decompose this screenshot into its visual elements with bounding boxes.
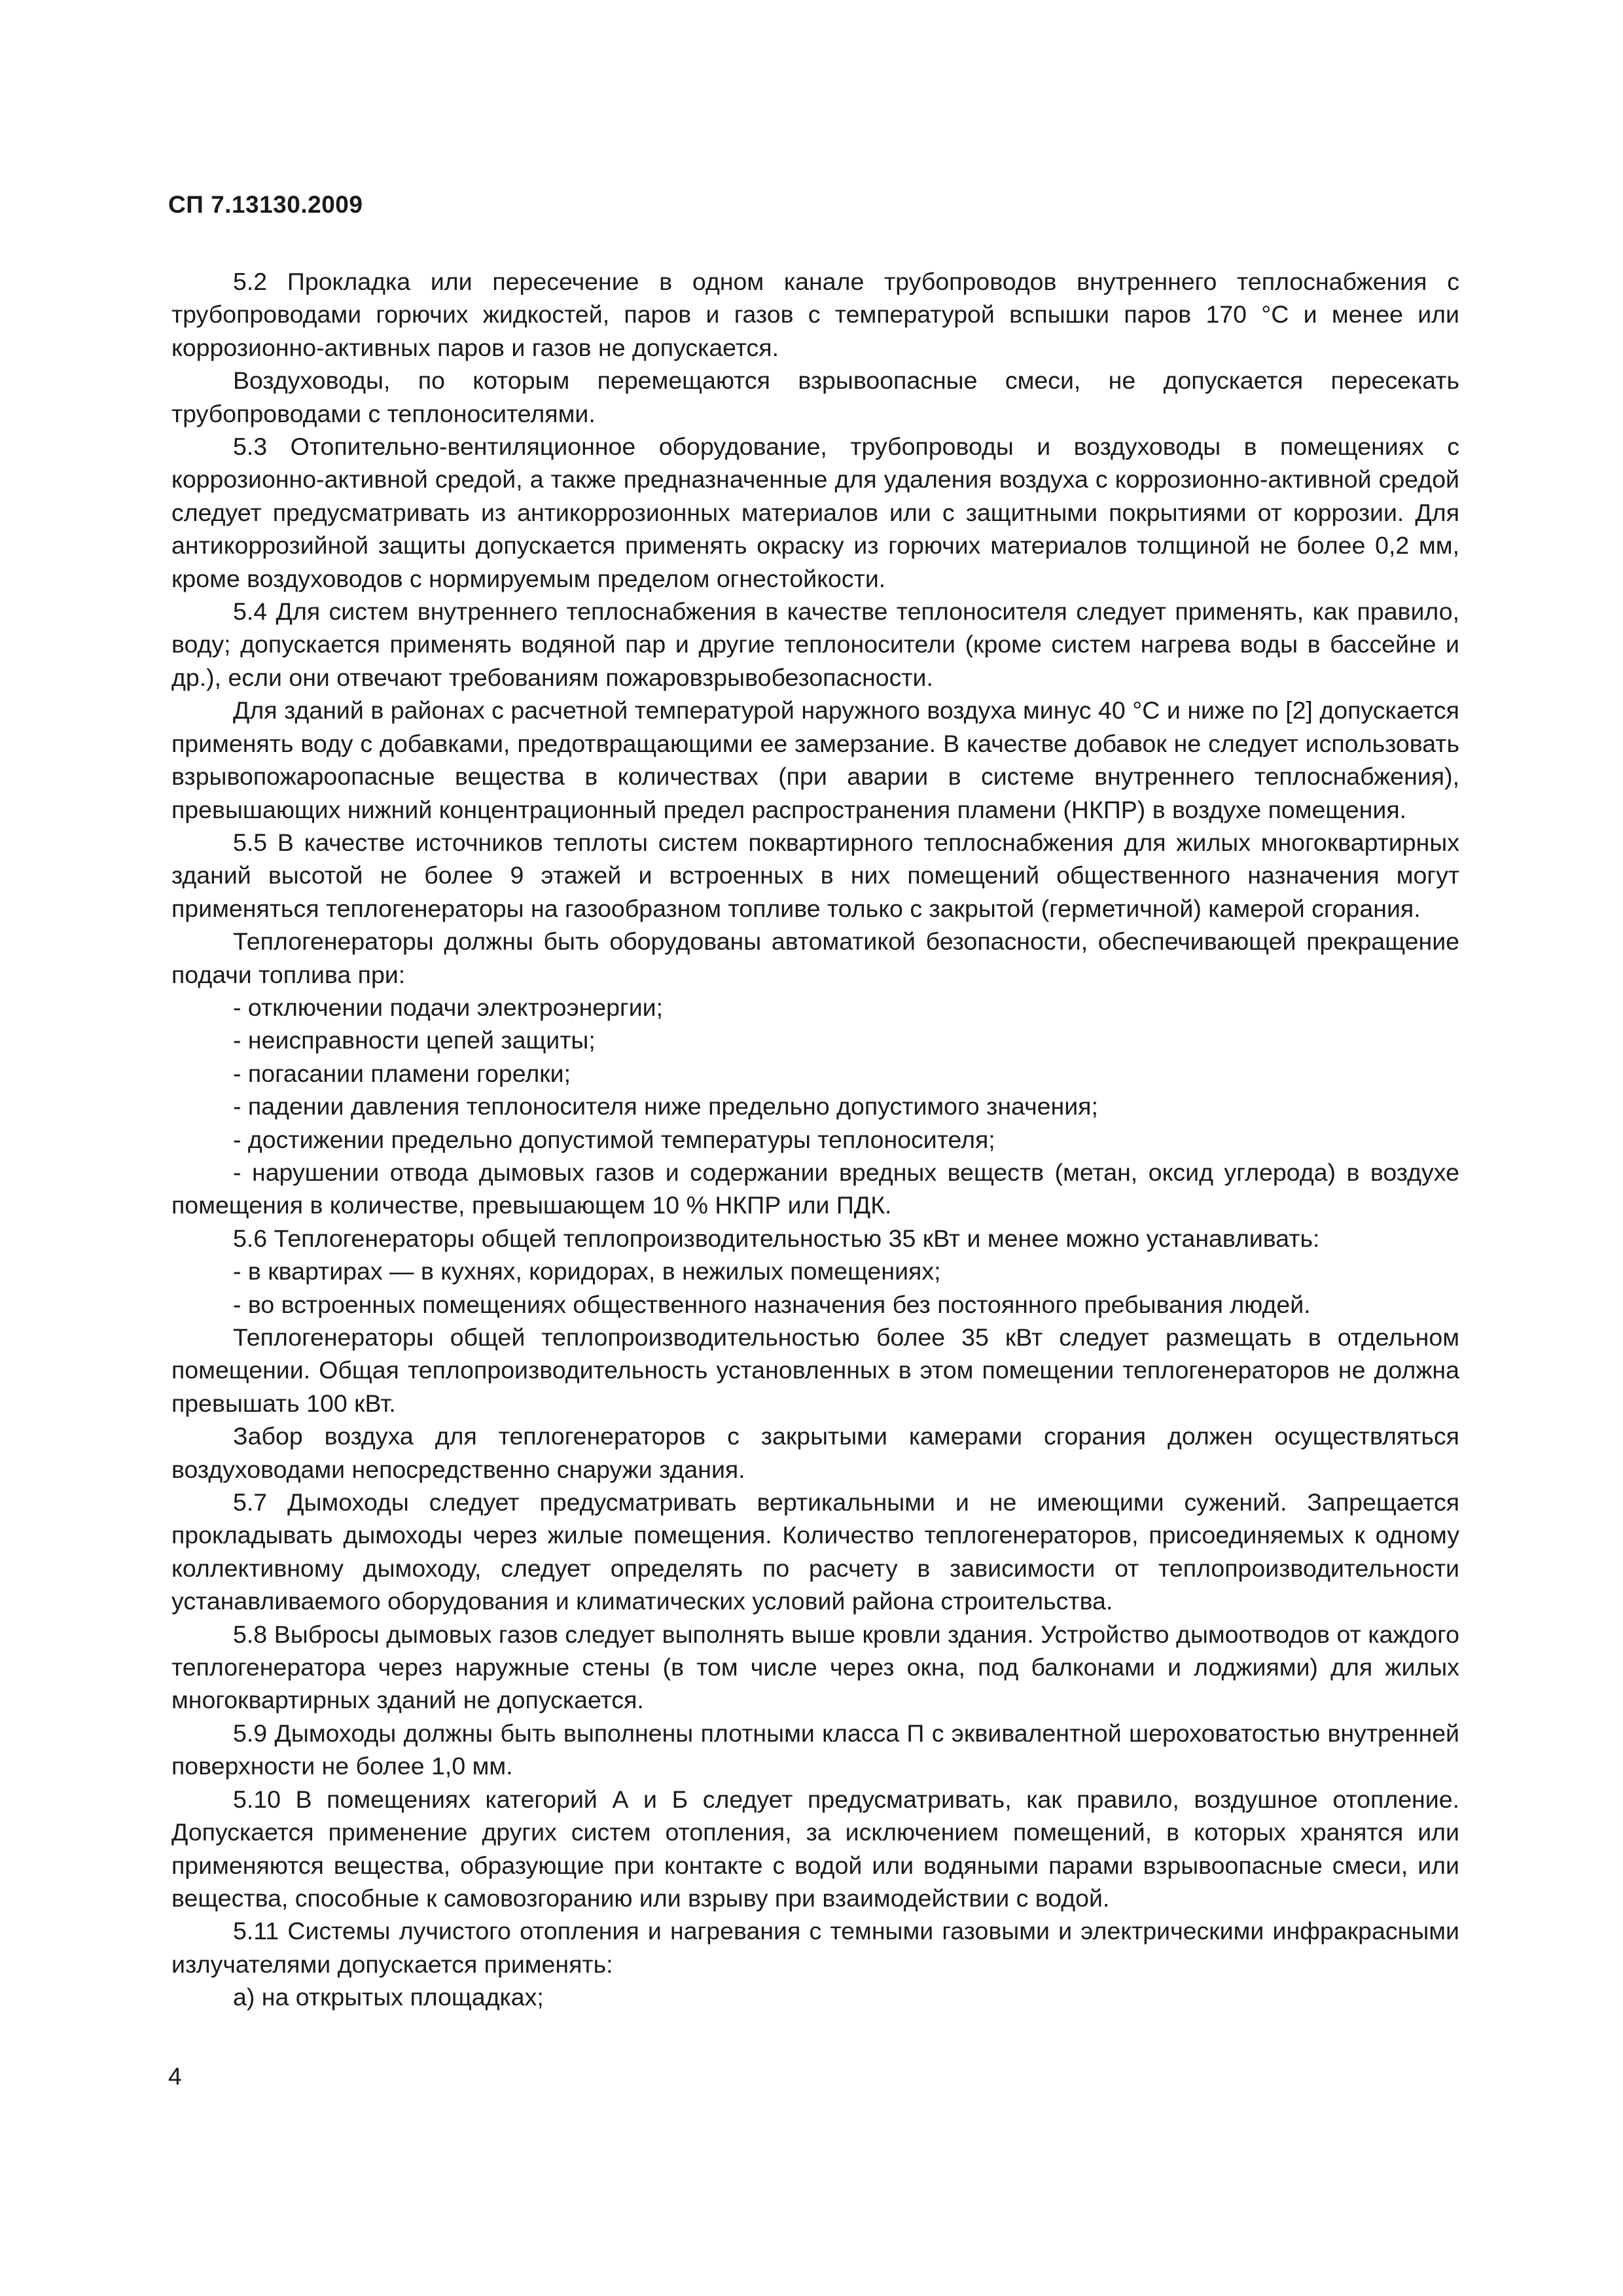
document-body [171,265,1459,2014]
paragraph-5-8: 5.8 Выбросы дымовых газов следует выполнять выше кровли здания. Устройство дымоотводов от каждого теплогенератора через наружные стены (в том числе через окна, под балконами и лоджиями) для жилых многоквартирных зданий не допускается. [171,1620,1459,1714]
paragraph-buildings-minus-40: Для зданий в районах с расчетной температурой наружного воздуха минус 40 °С и ниже по [2] допускается применять воду с добавками, предотвращающими ее замерзание. В качестве добавок не следует использовать взрывопожароопасные вещества в количествах (при аварии в системе внутреннего теплоснабжения), превышающих нижний концентрационный предел распространения пламени (НКПР) в воздухе помещения. [171,696,1459,823]
list-item: - в квартирах — в кухнях, коридорах, в нежилых помещениях; [233,1257,941,1285]
list-item: - во встроенных помещениях общественного назначения без постоянного пребывания людей. [233,1290,1311,1318]
list-item: - нарушении отвода дымовых газов и содержании вредных веществ (метан, оксид углерода) в воздухе помещения в количестве, превышающем 10 % НКПР или ПДК. [171,1158,1459,1219]
paragraph-5-5: 5.5 В качестве источников теплоты систем поквартирного теплоснабжения для жилых многоквартирных зданий высотой не более 9 этажей и встроенных в них помещений общественного назначения могут применяться теплогенераторы на газообразном топливе только с закрытой (герметичной) камерой сгорания. [171,828,1459,922]
list-item: а) на открытых площадках; [233,1983,544,2011]
paragraph-airducts: Воздуховоды, по которым перемещаются взрывоопасные смеси, не допускается пересекать трубопроводами с теплоносителями. [171,367,1459,427]
paragraph-5-11: 5.11 Системы лучистого отопления и нагревания с темными газовыми и электрическими инфракрасными излучателями допускается применять: [171,1917,1459,1978]
document-header: СП 7.13130.2009 [168,191,363,218]
list-item: - достижении предельно допустимой температуры теплоносителя; [233,1125,995,1153]
paragraph-5-6: 5.6 Теплогенераторы общей теплопроизводительностью 35 кВт и менее можно устанавливать: [233,1224,1320,1252]
paragraph-safety-automation: Теплогенераторы должны быть оборудованы автоматикой безопасности, обеспечивающей прекращение подачи топлива при: [171,927,1459,988]
list-item: - отключении подачи электроэнергии; [233,993,664,1021]
paragraph-5-10: 5.10 В помещениях категорий А и Б следует предусматривать, как правило, воздушное отопление. Допускается применение других систем отопления, за исключением помещений, в которых хранятся или применяются вещества, образующие при контакте с водой или водяными парами взрывоопасные смеси, или вещества, способные к самовозгоранию или взрыву при взаимодействии с водой. [171,1785,1459,1912]
paragraph-over-35kw: Теплогенераторы общей теплопроизводительностью более 35 кВт следует размещать в отдельном помещении. Общая теплопроизводительность установленных в этом помещении теплогенераторов не должна превышать 100 кВт. [171,1323,1459,1417]
paragraph-air-intake: Забор воздуха для теплогенераторов с закрытыми камерами сгорания должен осуществляться воздуховодами непосредственно снаружи здания. [171,1422,1459,1483]
paragraph-5-2: 5.2 Прокладка или пересечение в одном канале трубопроводов внутреннего теплоснабжения с трубопроводами горючих жидкостей, паров и газов с температурой вспышки паров 170 °С и менее или коррозионно-активных паров и газов не допускается. [171,268,1459,361]
list-item: - погасании пламени горелки; [233,1059,571,1087]
page-number: 4 [168,2063,182,2090]
paragraph-5-9: 5.9 Дымоходы должны быть выполнены плотными класса П с эквивалентной шероховатостью внутренней поверхности не более 1,0 мм. [171,1719,1459,1780]
list-item: - неисправности цепей защиты; [233,1026,596,1054]
paragraph-5-7: 5.7 Дымоходы следует предусматривать вертикальными и не имеющими сужений. Запрещается прокладывать дымоходы через жилые помещения. Количество теплогенераторов, присоединяемых к одному коллективному дымоходу, следует определять по расчету в зависимости от теплопроизводительности устанавливаемого оборудования и климатических условий района строительства. [171,1488,1459,1615]
paragraph-5-4: 5.4 Для систем внутреннего теплоснабжения в качестве теплоносителя следует применять, как правило, воду; допускается применять водяной пар и другие теплоносители (кроме систем нагрева воды в бассейне и др.), если они отвечают требованиям пожаровзрывобезопасности. [171,598,1459,691]
paragraph-5-3: 5.3 Отопительно-вентиляционное оборудование, трубопроводы и воздуховоды в помещениях с коррозионно-активной средой, а также предназначенные для удаления воздуха с коррозионно-активной средой следует предусматривать из антикоррозионных материалов или с защитными покрытиями от коррозии. Для антикоррозийной защиты допускается применять окраску из горючих материалов толщиной не более 0,2 мм, кроме воздуховодов с нормируемым пределом огнестойкости. [171,433,1459,592]
list-item: - падении давления теплоносителя ниже предельно допустимого значения; [233,1092,1098,1121]
